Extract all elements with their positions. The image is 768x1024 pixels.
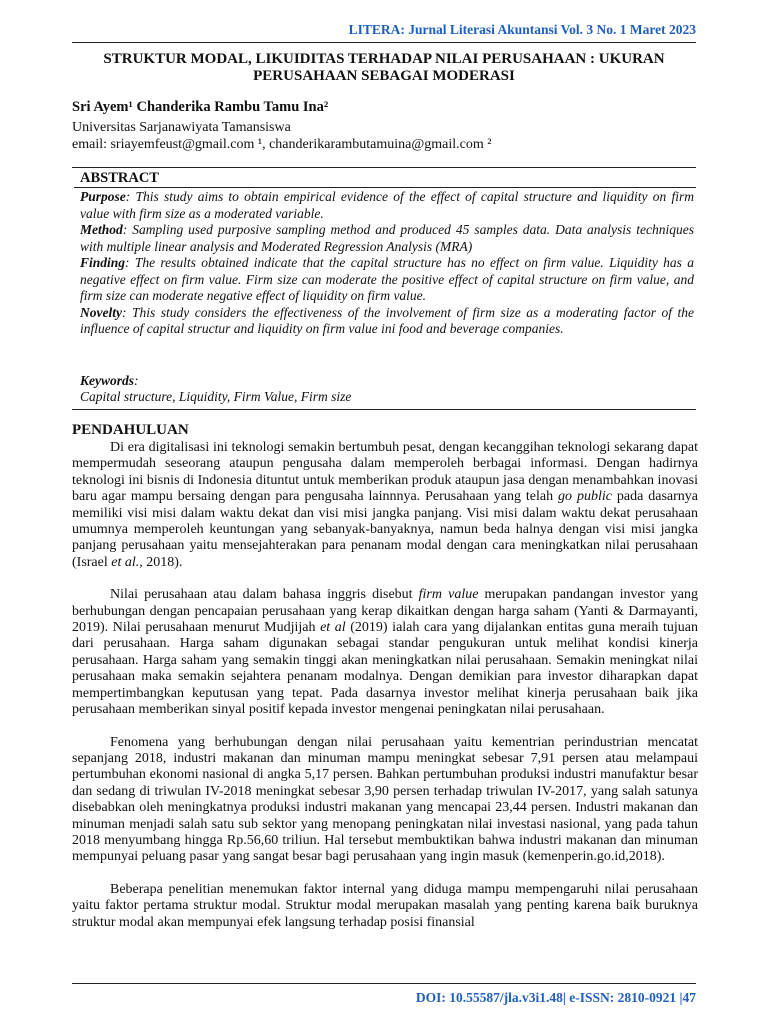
purpose-label: Purpose xyxy=(80,189,126,204)
header-divider xyxy=(72,42,696,43)
p1-part: Di era digitalisasi ini teknologi semakin bertumbuh pesat, dengan kecanggihan teknologi sekarang dapat mempermudah seseorang ataupun pengusaha dalam memperoleh berbagai informasi. Dengan hadirnya teknologi ini bisnis di Indonesia dituntut untuk memberikan produk ataupun jasa dengan menambahkan inovasi baru agar mampu bersaing dengan para pengusaha lainnnya. Perusahaan yang telah xyxy=(72,440,698,505)
paragraph-3: Fenomena yang berhubungan dengan nilai perusahaan yaitu kementrian perindustrian mencatat sepanjang 2018, industri makanan dan minuman mampu meningkat sebesar 7,91 persen atau melampaui pertumbuhan ekonomi nasional di angka 5,17 persen. Bahkan pertumbuhan produksi industri manufaktur besar dan sedang di triwulan IV-2018 meningkat sebesar 3,90 persen terhadap triwulan IV-2017, yang salah satunya disebabkan oleh meningkatnya produksi industri makanan yang mencapai 23,44 persen. Industri makanan dan minuman menjadi salah satu sub sektor yang menopang peningkatan nilai investasi nasional, yang pada tahun 2018 menyumbang hingga Rp.56,60 triliun. Hal tersebut membuktikan bahwa industri makanan dan minuman mempunyai peluang pasar yang sangat besar bagi perusahaan yang ingin masuk (kemenperin.go.id,2018). xyxy=(72,734,698,865)
purpose-text: : This study aims to obtain empirical evidence of the effect of capital structure and liquidity on firm value with firm size as a moderated variable. xyxy=(80,189,694,221)
keywords-colon: : xyxy=(134,373,139,388)
paragraph-1 xyxy=(72,440,698,571)
p1-italic: et al. xyxy=(111,554,140,570)
abstract-box xyxy=(72,167,696,410)
body-text xyxy=(72,440,698,947)
p2-part: Nilai perusahaan atau dalam bahasa inggris disebut xyxy=(110,587,419,603)
keywords-label: Keywords xyxy=(80,373,134,388)
p2-part: merupakan pandangan investor yang berhubungan dengan pencapaian perusahaan yang kerap dikaitkan dengan harga saham (Yanti & Darmayanti, 2019). Nilai perusahaan menurut Mudjijah xyxy=(72,587,699,636)
p1-italic: go public xyxy=(558,489,612,505)
abstract-heading: ABSTRACT xyxy=(80,170,159,186)
method-text: : Sampling used purposive sampling method and produced 45 samples data. Data analysis techniques with multiple linear analysis and Moderated Regression Analysis (MRA) xyxy=(80,222,694,254)
finding-label: Finding xyxy=(80,255,126,270)
footer-divider xyxy=(72,983,696,984)
novelty-text: : This study considers the effectiveness of the involvement of firm size as a moderating factor of the influence of capital structur and liquidity on firm value ini food and beverage companies. xyxy=(80,304,694,336)
author-email: email: sriayemfeust@gmail.com ¹, chanderikarambutamuina@gmail.com ² xyxy=(72,137,492,152)
paper-title: STRUKTUR MODAL, LIKUIDITAS TERHADAP NILAI PERUSAHAAN : UKURAN PERUSAHAAN SEBAGAI MODERASI xyxy=(103,51,665,84)
method-label: Method xyxy=(80,222,123,237)
p2-italic: et al xyxy=(320,620,346,636)
paragraph-2 xyxy=(72,587,698,718)
p1-part: pada dasarnya memiliki visi misi dalam waktu dekat dan visi misi jangka panjang. Visi misi dalam waktu dekat perusahaan umumnya memperoleh keuntungan yang sebanyak-banyaknya, namun beda halnya dengan visi misi jangka panjang perusahaan yaitu mensejahterakan para penanam modal dengan cara meningkatkan nilai perusahaan (Israel xyxy=(72,489,698,570)
abstract-method xyxy=(80,222,694,255)
abstract-divider xyxy=(74,187,696,188)
p1-part: , 2018). xyxy=(139,554,183,570)
keywords-list: Capital structure, Liquidity, Firm Value, Firm size xyxy=(80,389,352,404)
finding-text: : The results obtained indicate that the capital structure has no effect on firm value. Liquidity has a negative effect on firm value. Firm size can moderate the positive effect of capital structure on firm value, and firm size can moderate negative effect of liquidity on firm value. xyxy=(80,255,694,303)
abstract-purpose xyxy=(80,189,694,222)
p2-part: (2019) ialah cara yang dijalankan entitas guna meraih tujuan dari perusahaan. Harga saham digunakan sebagai standar pengukuran untuk melihat kondisi kinerja perusahaan. Harga saham yang semakin tinggi akan meningkatkan nilai perusahaan. Semakin meningkat nilai perusahaan maka semakin sejahtera penanam modalnya. Dengan demikian para investor diharapkan dapat mempertimbangkan keputusan yang tepat. Pada dasarnya investor melihat kinerja perusahaan baik jika perusahaan memberikan sinyal positif kepada investor mengenai peningkatan nilai perusahaan. xyxy=(72,620,698,718)
author-names: Sri Ayem¹ Chanderika Rambu Tamu Ina² xyxy=(72,99,329,115)
abstract-body xyxy=(80,189,694,338)
journal-header: LITERA: Jurnal Literasi Akuntansi Vol. 3 No. 1 Maret 2023 xyxy=(348,22,696,37)
p2-italic: firm value xyxy=(418,587,479,603)
keywords-heading xyxy=(80,373,139,389)
footer-doi: DOI: 10.55587/jla.v3i1.48| e-ISSN: 2810-0921 |47 xyxy=(415,990,696,1005)
novelty-label: Novelty xyxy=(80,304,122,320)
abstract-finding xyxy=(80,255,694,305)
abstract-novelty xyxy=(80,305,694,338)
paragraph-4: Beberapa penelitian menemukan faktor internal yang diduga mampu mempengaruhi nilai perusahaan yaitu faktor pertama struktur modal. Struktur modal merupakan masalah yang penting karena baik buruknya struktur modal akan mempunyai efek langsung terhadap posisi finansial xyxy=(72,881,698,930)
section-heading: PENDAHULUAN xyxy=(72,422,189,438)
author-affiliation: Universitas Sarjanawiyata Tamansiswa xyxy=(72,120,291,135)
